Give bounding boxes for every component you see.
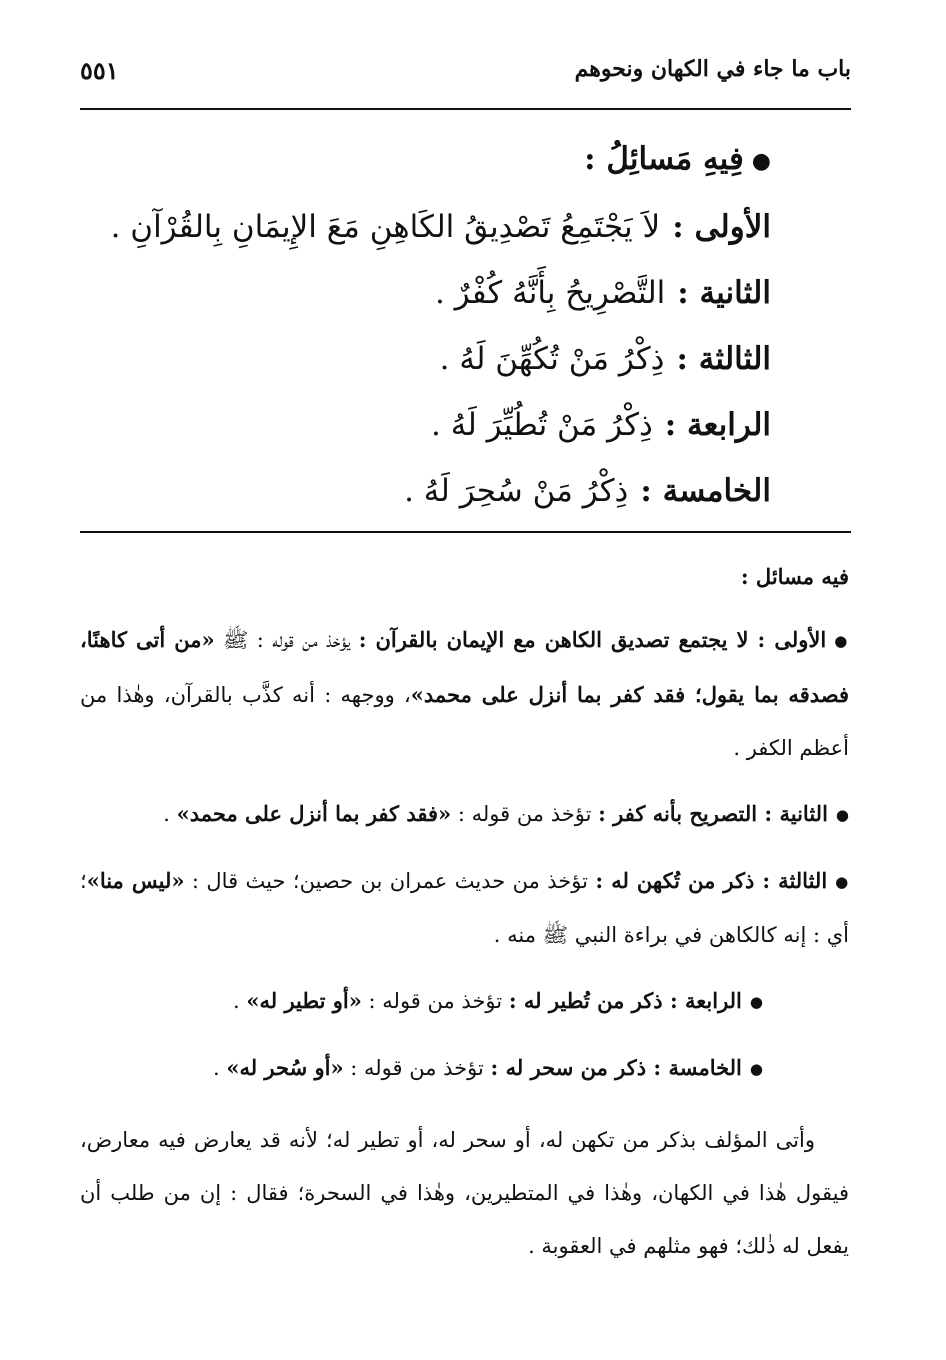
commentary-paragraph: ●الثانية : التصريح بأنه كفر : تؤخذ من قوله : «فقد كفر بما أنزل على محمد» .	[163, 801, 849, 826]
commentary-paragraph: ●الثالثة : ذكر من تُكهن له : تؤخذ من حديث عمران بن حصين؛ حيث قال : «ليس منا»؛ أي : إنه كالكاهن في براءة النبي ﷺ منه .	[80, 868, 849, 947]
matn-text	[80, 126, 771, 524]
bullet-icon: ●	[749, 993, 763, 1011]
matn-item-label: الثالثة :	[676, 340, 771, 377]
bullet-icon: ●	[835, 873, 849, 891]
bullet-icon: ●	[834, 632, 849, 650]
matn-item-text: ذِكْرُ مَنْ سُحِرَ لَهُ .	[404, 472, 629, 509]
section-divider	[80, 531, 851, 533]
matn-item	[80, 458, 771, 524]
commentary-intro: فيه مسائل :	[740, 564, 849, 589]
matn-item-text: التَّصْرِيحُ بِأَنَّهُ كُفْرٌ .	[434, 274, 666, 311]
matn-item-text: ذِكْرُ مَنْ تُكُهِّنَ لَهُ .	[439, 340, 665, 377]
matn-item-label: الرابعة :	[664, 406, 771, 443]
matn-intro: ●فِيهِ مَسائِلُ :	[584, 141, 771, 177]
commentary-paragraph: ●الأولى : لا يجتمع تصديق الكاهن مع الإيمان بالقرآن : يؤخذ من قوله : ﷺ «من أتى كاهنًا، فصدقه بما يقول؛ فقد كفر بما أنزل على محمد»، ووجهه : أنه كذَّب بالقرآن، وهٰذا من أعظم الكفر .	[80, 627, 850, 760]
matn-item-text: ذِكْرُ مَنْ تُطُيِّرَ لَهُ .	[431, 406, 653, 443]
header-divider	[80, 108, 851, 110]
matn-item-label: الثانية :	[677, 274, 771, 311]
bullet-icon: ●	[749, 1060, 763, 1078]
issue-label: الأولى : لا يجتمع تصديق الكاهن مع الإيمان بالقرآن :	[358, 627, 827, 652]
commentary-paragraph: ●الخامسة : ذكر من سحر له : تؤخذ من قوله : «أو سُحر له» .	[212, 1055, 763, 1080]
matn-item-text: لاَ يَجْتَمِعُ تَصْدِيقُ الكَاهِنِ مَعَ الإِيمَانِ بِالقُرْآنِ .	[110, 208, 661, 245]
bullet-icon: ●	[751, 147, 771, 174]
closing-paragraph: وأتى المؤلف بذكر من تكهن له، أو سحر له، أو تطير له؛ لأنه قد يعارض فيه معارض، فيقول هٰذا في الكهان، وهٰذا في المتطيرين، وهٰذا في السحرة؛ فقال : إن من طلب أن يفعل له ذٰلك؛ فهو مثلهم في العقوبة .	[80, 1128, 849, 1258]
matn-item-label: الأولى :	[672, 208, 771, 245]
matn-item	[80, 326, 771, 392]
matn-item	[80, 392, 771, 458]
matn-item	[80, 260, 771, 326]
running-header	[80, 50, 851, 100]
issue-label: الخامسة : ذكر من سحر له :	[490, 1055, 742, 1080]
hadith-quote: «فقد كفر بما أنزل على محمد»	[176, 801, 452, 826]
issue-label: الرابعة : ذكر من تُطير له :	[508, 988, 742, 1013]
commentary-text	[80, 550, 849, 1285]
hadith-quote: «ليس منا»	[86, 868, 185, 893]
bullet-icon: ●	[835, 806, 849, 824]
hadith-quote: «من أتى كاهنًا، فصدقه بما يقول؛ فقد كفر بما أنزل على محمد»	[80, 627, 850, 707]
commentary-paragraph: ●الرابعة : ذكر من تُطير له : تؤخذ من قوله : «أو تطير له» .	[233, 988, 763, 1013]
matn-item-label: الخامسة :	[640, 472, 771, 509]
issue-label: الثالثة : ذكر من تُكهن له :	[595, 868, 828, 893]
issue-label: الثانية : التصريح بأنه كفر :	[598, 801, 828, 826]
matn-item	[80, 194, 771, 260]
hadith-quote: «أو سُحر له»	[226, 1055, 344, 1080]
page-number: ٥٥١	[80, 56, 119, 85]
hadith-quote: «أو تطير له»	[246, 988, 362, 1013]
chapter-title: باب ما جاء في الكهان ونحوهم	[574, 56, 851, 82]
